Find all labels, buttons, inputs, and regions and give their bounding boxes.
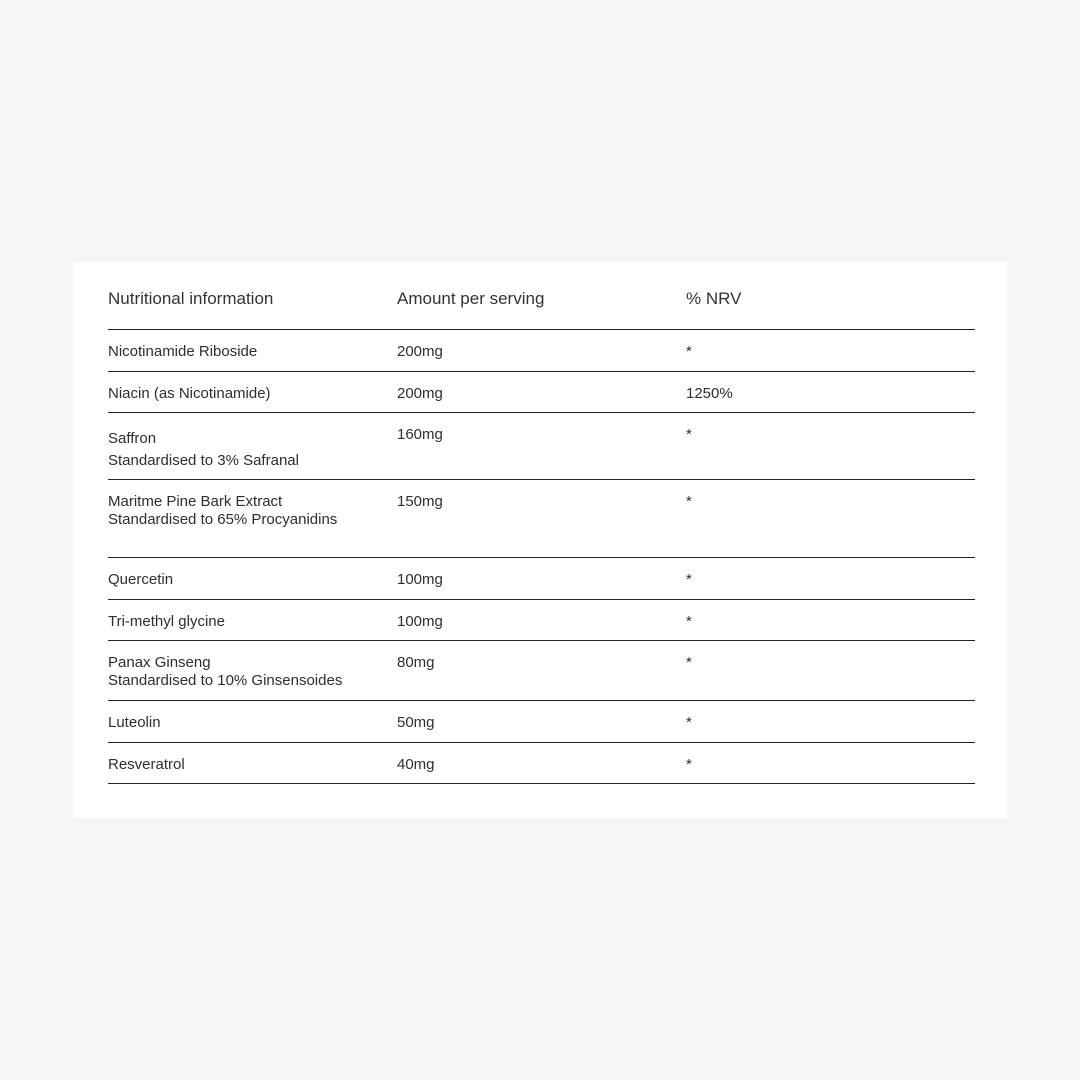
header-nrv: % NRV — [686, 289, 742, 308]
nutrient-nrv: * — [686, 714, 692, 731]
table-row — [108, 480, 975, 559]
nutrient-standardisation: Standardised to 3% Safranal — [108, 452, 299, 469]
nutrient-amount: 150mg — [397, 492, 443, 510]
table-row — [108, 558, 975, 600]
nutrient-standardisation: Standardised to 10% Ginsensoides — [108, 672, 343, 689]
nutrition-table — [108, 262, 975, 784]
nutrient-amount: 50mg — [397, 714, 435, 731]
nutrient-name: Nicotinamide Riboside — [108, 343, 258, 360]
nutrient-nrv: * — [686, 612, 692, 630]
nutrient-amount: 200mg — [397, 384, 443, 402]
table-row — [108, 641, 975, 701]
nutrient-name: Panax Ginseng — [108, 654, 211, 671]
table-row — [108, 743, 975, 785]
nutrient-name: Saffron — [108, 430, 157, 447]
nutrient-nrv: * — [686, 755, 692, 773]
nutrient-nrv: * — [686, 654, 692, 671]
nutrient-name: Resveratrol — [108, 755, 185, 773]
nutrient-name: Luteolin — [108, 714, 161, 731]
nutrient-standardisation: Standardised to 65% Procyanidins — [108, 510, 338, 528]
nutrient-amount: 100mg — [397, 612, 443, 630]
nutrient-amount: 40mg — [397, 755, 435, 773]
nutrient-name-cell — [108, 426, 388, 470]
nutrient-amount: 160mg — [397, 426, 443, 443]
table-row — [108, 330, 975, 372]
nutrient-name: Quercetin — [108, 571, 174, 588]
table-header-row — [108, 262, 975, 330]
table-row — [108, 701, 975, 743]
nutrient-name-cell — [108, 493, 388, 529]
header-nutrient: Nutritional information — [108, 289, 274, 308]
nutrition-card — [73, 262, 1007, 818]
table-row — [108, 372, 975, 414]
nutrient-amount: 80mg — [397, 654, 435, 671]
nutrient-name: Maritme Pine Bark Extract — [108, 492, 283, 510]
nutrient-amount: 100mg — [397, 571, 443, 588]
nutrient-nrv: * — [686, 492, 692, 510]
nutrient-name: Tri-methyl glycine — [108, 612, 225, 630]
nutrient-nrv: * — [686, 343, 692, 360]
nutrient-name-cell — [108, 654, 388, 690]
table-row — [108, 600, 975, 642]
header-amount: Amount per serving — [397, 289, 545, 308]
nutrient-nrv: 1250% — [686, 384, 733, 402]
nutrient-name: Niacin (as Nicotinamide) — [108, 384, 271, 402]
nutrient-amount: 200mg — [397, 343, 443, 360]
table-row — [108, 413, 975, 480]
nutrient-nrv: * — [686, 426, 692, 443]
nutrient-nrv: * — [686, 571, 692, 588]
